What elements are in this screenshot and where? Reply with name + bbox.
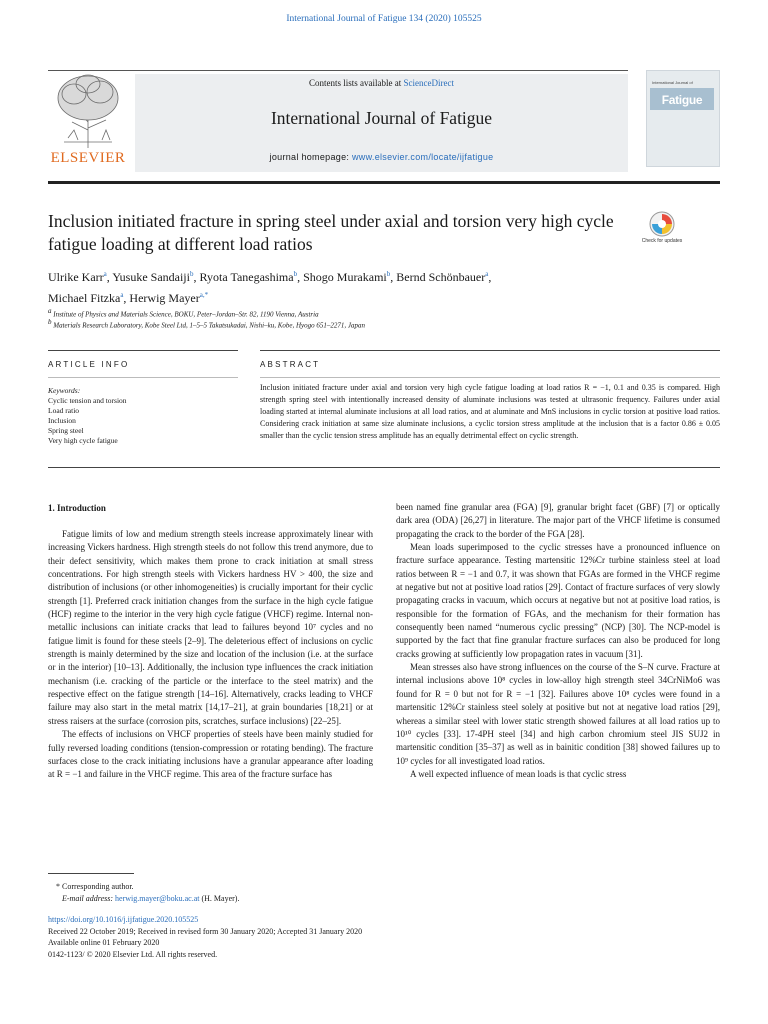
corresponding-author-note: * Corresponding author.: [56, 882, 134, 891]
email-suffix: (H. Mayer).: [199, 893, 240, 903]
keyword-item: Inclusion: [48, 416, 76, 425]
crossmark-label[interactable]: Check for updates: [641, 238, 683, 244]
abstract-text: Inclusion initiated fracture under axial and torsion very high cycle fatigue loading at load ratios R = −1, 0.1 and 0.35 is compared. High strength spring steel with intentionally increased density of aluminate inclusions was tested at ultrasonic frequency. Failures under axial loading started at internal aluminate inclusions at all load ratios, and at aluminate and MnS inclusions in cyclic torsion at positive load ratios. Considering crack initiation at same size aluminate inclusions, a cyclic torsion stress amplitude at the inclusion that is a factor 0.86 ± 0.05 smaller than the cyclic tension stress amplitude has an equally detrimental effect on cyclic strength.: [260, 383, 720, 441]
email-label: E-mail address:: [62, 893, 116, 903]
divider: [48, 377, 238, 378]
elsevier-tree-logo: [54, 72, 122, 148]
author-name: Bernd Schönbauer: [396, 270, 486, 284]
affiliation-marker: a: [48, 307, 52, 315]
author-affiliation-marker[interactable]: b: [189, 270, 194, 278]
divider: [48, 467, 720, 468]
crossmark-icon[interactable]: [648, 210, 676, 238]
keywords-label: Keywords:: [48, 386, 81, 395]
homepage-link[interactable]: www.elsevier.com/locate/ijfatigue: [352, 152, 494, 162]
email-line: [48, 893, 548, 905]
keyword-item: Load ratio: [48, 406, 80, 415]
author-affiliation-marker[interactable]: b: [293, 270, 298, 278]
body-paragraph: been named fine granular area (FGA) [9], granular bright facet (GBF) [7] or optically dark area (ODA) [26,27] in literature. The major part of the VHCF lifetime is consumed propagating the crack to the border of the FGA [28].: [396, 502, 720, 539]
abstract-heading: ABSTRACT: [260, 360, 321, 369]
publication-info: [48, 914, 648, 961]
journal-homepage: [135, 152, 628, 162]
cover-title: Fatigue: [661, 93, 703, 107]
affiliation-b: [48, 318, 708, 329]
sciencedirect-link[interactable]: ScienceDirect: [403, 78, 454, 88]
keyword-item: Very high cycle fatigue: [48, 436, 118, 445]
footnote: [48, 881, 548, 904]
received-dates: Received 22 October 2019; Received in revised form 30 January 2020; Accepted 31 January 2020: [48, 926, 363, 936]
author-affiliation-marker[interactable]: a: [120, 291, 124, 299]
affiliation-text: Institute of Physics and Materials Science, BOKU, Peter–Jordan–Str. 82, 1190 Vienna, Austria: [53, 310, 319, 319]
author-affiliation-marker[interactable]: a: [103, 270, 107, 278]
body-paragraph: A well expected influence of mean loads is that cyclic stress: [410, 768, 627, 779]
author-list: Ulrike Karr$^a$, Yusuke Sandaiji$^b$, Ryota Tanegashima$^b$, Shogo Murakami$^b$, Bernd Schönbauer$^a$, Michael Fitzka$^a$, Herwig Mayer$^{a,*}$: [48, 270, 492, 305]
body-column-right: [396, 501, 720, 781]
footnote-rule: [48, 873, 134, 874]
author-affiliation-marker[interactable]: b: [386, 270, 391, 278]
body-paragraph: Mean loads superimposed to the cyclic stresses have a pronounced influence on fracture surface appearance. Testing martensitic 12%Cr turbine stainless steel at load ratios between R = −1 and 0.7, it was shown that FGAs are formed in the VHCF regime at negative but not at positive load ratios [29]. Contact of fracture surfaces of very slowly propagating cracks in vacuum, which occurs at negative but not at positive load ratios, is responsible for the formation of FGAs, and the mechanism for their formation has consequently been named “numerous cyclic pressing” (NCP) [30]. The NCP-model is supported by the fact that fine granular fracture surfaces can also be produced for long cracks growing at sufficiently low propagation rates in vacuum [31].: [396, 542, 720, 659]
body-paragraph: Fatigue limits of low and medium strength steels increase approximately linear with increasing Vickers hardness. High strength steels do not follow this trend anymore, due to their defect sensitivity, which makes them prone to crack initiation at small stress concentrations. For high strength steels with Vickers hardness HV > 400, the size and distribution of inclusions (or other inhomogeneities) is crucially important for their cyclic strength [1]. Preferred crack initiation changes from the surface in the high cycle fatigue (HCF) regime to the interior in the very high cycle fatigue (VHCF) regime. Internal non-metallic inclusions can initiate cracks that lead to failures beyond 10⁷ cycles and no fatigue limit is found for these steels [2–9]. The deleterious effect of inclusions on cyclic strength is mainly determined by the size and location of the inclusion (i.e. at the surface or in the interior) [10–13]. Additionally, the inclusion type influences the crack initiation mechanism (i.e. cracking of the particle or the interface to the steel matrix) and the respective effect on the fatigue strength [14–16]. Alternatively, cracks leading to VHCF failure may also start in the metal matrix [14,17–21], at grain boundaries [18,21] or at stress raisers at the surface (corrosion pits, scratches, surface inclusions) [22–25].: [48, 529, 373, 726]
contents-available: [135, 78, 628, 88]
author-name: Michael Fitzka: [48, 291, 121, 305]
copyright: 0142-1123/ © 2020 Elsevier Ltd. All rights reserved.: [48, 950, 218, 960]
author-name: Herwig Mayer: [129, 291, 200, 305]
body-column-left: [48, 528, 373, 782]
homepage-prefix: journal homepage:: [269, 152, 352, 162]
author-name: Yusuke Sandaiji: [112, 270, 190, 284]
header-rule: [48, 181, 720, 184]
cover-subtitle: International Journal of: [652, 80, 693, 85]
divider: [260, 377, 720, 378]
keyword-item: Cyclic tension and torsion: [48, 396, 127, 405]
paper-title: Inclusion initiated fracture in spring steel under axial and torsion very high cycle fatigue loading at different load ratios: [48, 211, 614, 254]
contents-prefix: Contents lists available at: [309, 78, 404, 88]
email-link[interactable]: herwig.mayer@boku.ac.at: [115, 893, 200, 903]
keyword-item: Spring steel: [48, 426, 84, 435]
affiliation-marker: b: [48, 318, 52, 326]
doi-link[interactable]: https://doi.org/10.1016/j.ijfatigue.2020.105525: [48, 915, 199, 924]
available-online: Available online 01 February 2020: [48, 938, 160, 948]
section-heading: 1. Introduction: [48, 503, 106, 513]
author-name: Shogo Murakami: [303, 270, 387, 284]
author-name: Ulrike Karr: [48, 270, 104, 284]
journal-title: International Journal of Fatigue: [270, 108, 493, 128]
author-name: Ryota Tanegashima: [199, 270, 294, 284]
divider: [48, 350, 238, 351]
keywords-block: [48, 386, 238, 446]
elsevier-wordmark: ELSEVIER: [50, 150, 126, 166]
article-info-heading: ARTICLE INFO: [48, 360, 130, 369]
author-affiliation-marker[interactable]: a: [485, 270, 489, 278]
body-paragraph: Mean stresses also have strong influences on the course of the S–N curve. Fracture at internal inclusions above 10⁸ cycles in low-alloy high strength steel 34CrNiMo6 was found for R = 0 but not for R = −1 [32]. Failures above 10⁸ cycles were found in a martensitic 12%Cr stainless steel solely at positive but not at negative load ratios [29], whereas a similar steel with lower static strength showed failures at all load ratios up to 10¹⁰ cycles [33]. 17-4PH steel [34] and high carbon chromium steel JIS SUJ2 in martensitic condition [35–37] as well as in bainitic condition [38] showed failures up to 10⁹ cycles for all investigated load ratios.: [396, 662, 720, 766]
affiliation-text: Materials Research Laboratory, Kobe Steel Ltd, 1–5–5 Takatsukadai, Nishi–ku, Kobe, Hyogo 651–2271, Japan: [53, 321, 365, 330]
affiliation-a: [48, 307, 708, 318]
body-paragraph: The effects of inclusions on VHCF properties of steels have been mainly studied for fully reversed loading conditions (tension-compression or rotating bending). The fracture surfaces close to the crack initiating inclusions have a granular appearance after loading at R = −1 and failure in the VHCF regime. This area of the fracture surface has: [48, 729, 373, 780]
divider: [260, 350, 720, 351]
author-affiliation-marker[interactable]: a,*: [199, 291, 209, 299]
journal-citation-link[interactable]: International Journal of Fatigue 134 (2020) 105525: [286, 14, 482, 24]
